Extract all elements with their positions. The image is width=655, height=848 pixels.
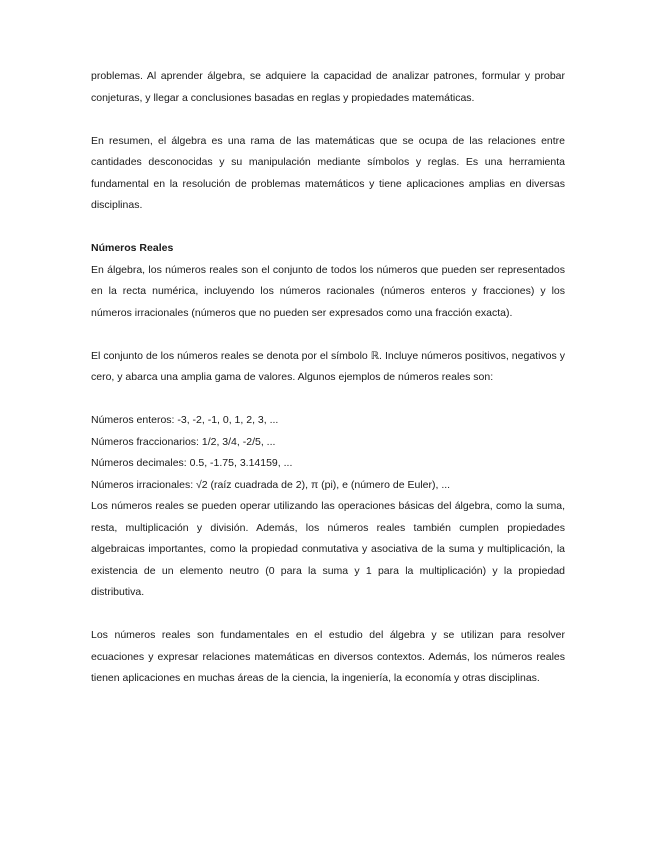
example-fractions: Números fraccionarios: 1/2, 3/4, -2/5, ... [91, 435, 276, 448]
paragraph-real-numbers-symbol: El conjunto de los números reales se denota por el símbolo ℝ. Incluye números positivos, negativos y cero, y abarca una amplia gama de valores. Algunos ejemplos de números reales son: [91, 349, 565, 383]
spacer [91, 109, 565, 131]
paragraph-summary: En resumen, el álgebra es una rama de las matemáticas que se ocupa de las relaciones entre cantidades desconocidas y su manipulación mediante símbolos y reglas. Es una herramienta fundamental en la resolución de problemas matemáticos y tiene aplicaciones amplias en diversas disciplinas. [91, 134, 565, 211]
paragraph-operations: Los números reales se pueden operar utilizando las operaciones básicas del álgebra, como la suma, resta, multiplicación y división. Además, los números reales también cumplen propiedades algebraicas importantes, como la propiedad conmutativa y asociativa de la suma y multiplicación, la existencia de un elemento neutro (0 para la suma y 1 para la multiplicación) y la propiedad distributiva. [91, 500, 565, 598]
paragraph-applications: Los números reales son fundamentales en el estudio del álgebra y se utilizan para resolver ecuaciones y expresar relaciones matemáticas en diversos contextos. Además, los números reales tienen aplicaciones en muchas áreas de la ciencia, la ingeniería, la economía y otras disciplinas. [91, 629, 565, 684]
example-decimals: Números decimales: 0.5, -1.75, 3.14159, ... [91, 457, 293, 469]
spacer [91, 389, 565, 411]
spacer [91, 604, 565, 626]
spacer [91, 324, 565, 346]
example-irrationals: Números irracionales: √2 (raíz cuadrada de 2), π (pi), e (número de Euler), ... [91, 478, 451, 491]
document-page [91, 66, 565, 690]
paragraph-algebra-skills: problemas. Al aprender álgebra, se adquiere la capacidad de analizar patrones, formular y probar conjeturas, y llegar a conclusiones basadas en reglas y propiedades matemáticas. [91, 70, 565, 104]
paragraph-real-numbers-definition: En álgebra, los números reales son el conjunto de todos los números que pueden ser representados en la recta numérica, incluyendo los números racionales (números enteros y fracciones) y los números irracionales (números que no pueden ser expresados como una fracción exacta). [91, 263, 565, 319]
example-integers: Números enteros: -3, -2, -1, 0, 1, 2, 3, ... [91, 414, 279, 426]
spacer [91, 217, 565, 239]
section-heading: Números Reales [91, 242, 174, 254]
